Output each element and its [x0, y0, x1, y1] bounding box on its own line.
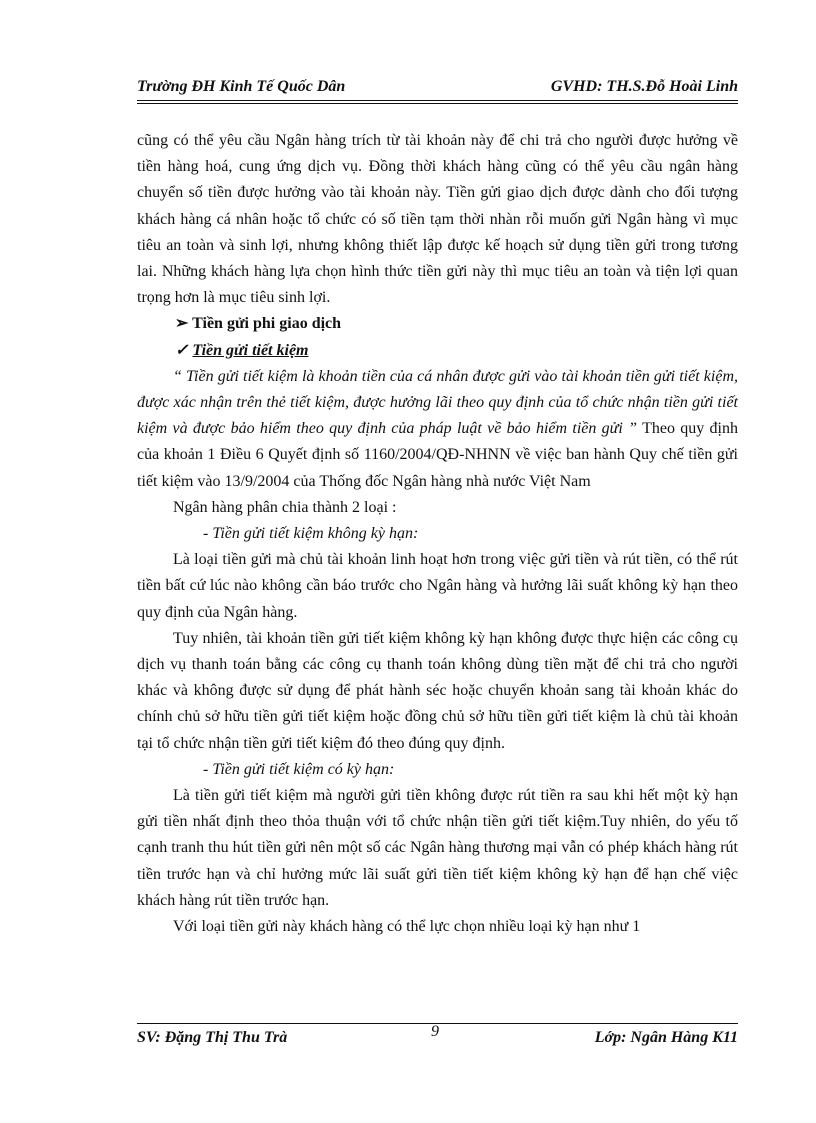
paragraph-definition [137, 364, 738, 495]
paragraph-demand-restrictions: Tuy nhiên, tài khoản tiền gửi tiết kiệm không kỳ hạn không được thực hiện các công cụ dịch vụ thanh toán bằng các công cụ thanh toán không dùng tiền mặt để chi trả cho người khác và không được sử dụng để phát hành séc hoặc chuyển khoản sang tài khoản khác do chính chủ sở hữu tiền gửi tiết kiệm hoặc đồng chủ sở hữu tiền gửi tiết kiệm là chủ tài khoản tại tổ chức nhận tiền gửi tiết kiệm đó theo đúng quy định. [137, 629, 738, 752]
heading-text: Tiền gửi tiết kiệm [192, 341, 309, 359]
quote-text: “ Tiền gửi tiết kiệm là khoản tiền của cá nhân được gửi vào tài khoản tiền gửi tiết kiệm, được xác nhận trên thẻ tiết kiệm, được hưởng lãi theo quy định của tổ chức nhận tiền gửi tiết kiệm và được bảo hiểm theo quy định của pháp luật về bảo hiểm tiền gửi ” [137, 367, 738, 438]
checkmark-bullet-icon: ✓ [175, 341, 189, 359]
page-footer [137, 1023, 738, 1051]
heading-text: Tiền gửi phi giao dịch [192, 315, 342, 333]
paragraph-term-savings: Là tiền gửi tiết kiệm mà người gửi tiền không được rút tiền ra sau khi hết một kỳ hạn gửi tiền nhất định theo thỏa thuận với tổ chức nhận tiền gửi tiết kiệm.Tuy nhiên, do yếu tố cạnh tranh thu hút tiền gửi nên một số các Ngân hàng thương mại vẫn có phép khách hàng rút tiền trước hạn và chỉ hưởng mức lãi suất gửi tiền tiết kiệm không kỳ hạn để hạn chế việc khách hàng rút tiền trước hạn. [137, 787, 738, 909]
header-rule-top [137, 100, 738, 101]
heading-non-transaction-deposit [137, 311, 738, 337]
header-school: Trường ĐH Kinh Tế Quốc Dân [137, 78, 346, 95]
page-body [137, 128, 738, 940]
paragraph-term-options: Với loại tiền gửi này khách hàng có thể lực chọn nhiều loại kỳ hạn như 1 [173, 918, 641, 936]
quote-source: Theo quy định của khoản 1 Điều 6 Quyết định số 1160/2004/QĐ-NHNN về việc ban hành Quy chế tiền gửi tiết kiệm vào 13/9/2004 của Thống đốc Ngân hàng nhà nước Việt Nam [137, 420, 738, 490]
subheading-demand-savings: - Tiền gửi tiết kiệm không kỳ hạn: [203, 525, 419, 543]
page-number: 9 [431, 1023, 439, 1040]
header-supervisor: GVHD: TH.S.Đỗ Hoài Linh [550, 78, 738, 95]
paragraph-transaction-deposit: cũng có thể yêu cầu Ngân hàng trích từ tài khoản này để chi trả cho người được hưởng về tiền hàng hoá, cung ứng dịch vụ. Đồng thời khách hàng cũng có thể yêu cầu ngân hàng chuyển số tiền được hưởng vào tài khoản này. Tiền gửi giao dịch được dành cho đối tượng khách hàng cá nhân hoặc tổ chức có số tiền tạm thời nhàn rỗi muốn gửi Ngân hàng vì mục tiêu an toàn và sinh lợi, nhưng không thiết lập được kế hoạch sử dụng tiền gửi trong tương lai. Những khách hàng lựa chọn hình thức tiền gửi này thì mục tiêu an toàn và tiện lợi quan trọng hơn là mục tiêu sinh lợi. [137, 132, 738, 307]
arrow-bullet-icon: ➢ [175, 315, 189, 333]
header-rule-bottom [137, 103, 738, 104]
footer-student: SV: Đặng Thị Thu Trà [137, 1029, 288, 1046]
paragraph-demand-savings: Là loại tiền gửi mà chủ tài khoản linh hoạt hơn trong việc gửi tiền và rút tiền, có thể rút tiền bất cứ lúc nào không cần báo trước cho Ngân hàng và hưởng lãi suất không kỳ hạn theo quy định của Ngân hàng. [137, 551, 738, 621]
heading-savings-deposit [137, 338, 738, 364]
subheading-term-savings: - Tiền gửi tiết kiệm có kỳ hạn: [203, 760, 395, 778]
footer-class: Lớp: Ngân Hàng K11 [594, 1029, 738, 1046]
paragraph-types: Ngân hàng phân chia thành 2 loại : [173, 498, 397, 516]
page-header [137, 76, 738, 100]
